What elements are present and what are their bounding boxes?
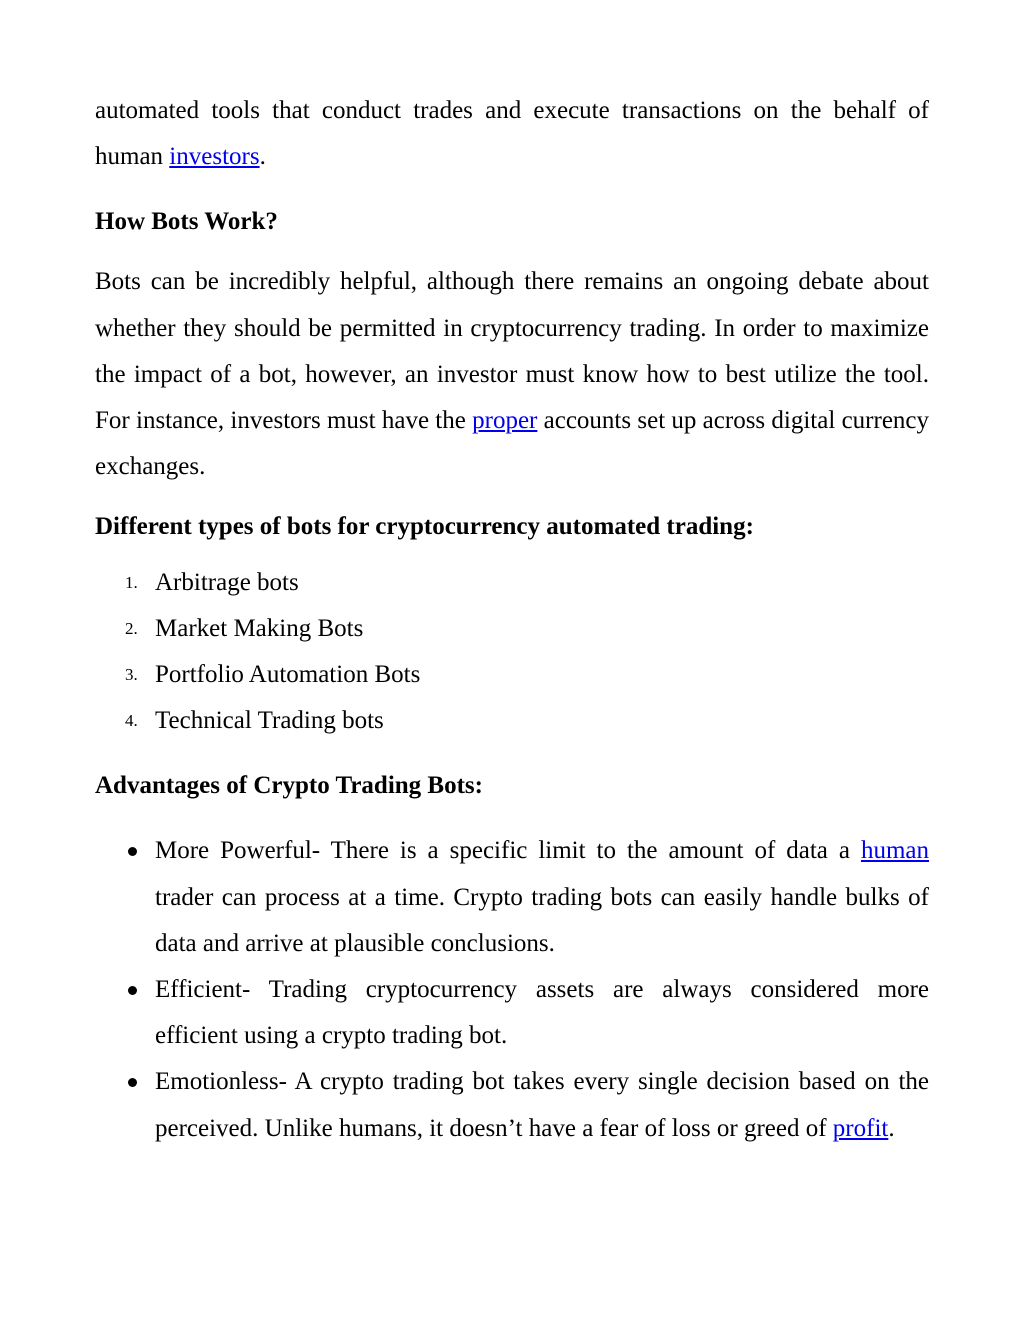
list-item [95, 698, 929, 744]
list-item [95, 560, 929, 606]
advantage-text-after: trader can process at a time. Crypto trading bots can easily handle bulks of data and arrive at plausible conclusions. [155, 883, 929, 957]
how-bots-work-text-before: Bots can be incredibly helpful, although there remains an ongoing debate about whether they should be permitted in cryptocurrency trading. In order to maximize the impact of a bot, however, an investor must know how to best utilize the tool. For instance, investors must have the [95, 268, 929, 435]
intro-paragraph [95, 88, 929, 180]
advantage-text-after: . [888, 1114, 895, 1142]
list-item-label: Portfolio Automation Bots [155, 661, 421, 689]
how-bots-work-text-after: accounts set up across digital currency exchanges. [95, 407, 930, 481]
proper-link[interactable]: proper [472, 407, 538, 435]
intro-text: automated tools that conduct trades and execute transactions on the behalf of human [95, 97, 929, 171]
list-item [95, 967, 929, 1059]
list-item [95, 606, 929, 652]
list-item [95, 1059, 929, 1151]
list-number: 3. [125, 665, 138, 685]
how-bots-work-heading: How Bots Work? [95, 208, 278, 236]
advantage-text-before: Emotionless- A crypto trading bot takes every single decision based on the perceived. Unlike humans, it doesn’t have a fear of loss or greed of [155, 1068, 929, 1142]
list-number: 2. [125, 619, 138, 639]
bullet-icon [128, 847, 137, 856]
advantages-list [95, 828, 929, 1151]
list-number: 4. [125, 711, 138, 731]
list-item [95, 652, 929, 698]
human-link[interactable]: human [860, 837, 929, 865]
bullet-icon [128, 986, 137, 995]
intro-end: . [259, 143, 266, 171]
list-item-label: Market Making Bots [155, 615, 364, 643]
document-page [95, 88, 929, 1152]
list-item [95, 828, 929, 967]
advantage-text-before: More Powerful- There is a specific limit to the amount of data a [155, 837, 861, 865]
how-bots-work-paragraph [95, 259, 929, 490]
bot-types-list [95, 560, 929, 744]
bot-types-heading: Different types of bots for cryptocurrency automated trading: [95, 513, 754, 541]
list-item-label: Technical Trading bots [155, 707, 384, 735]
investors-link[interactable]: investors [169, 143, 260, 171]
list-number: 1. [125, 573, 138, 593]
list-item-label: Arbitrage bots [155, 569, 299, 597]
advantages-heading: Advantages of Crypto Trading Bots: [95, 772, 483, 800]
bullet-icon [128, 1078, 137, 1087]
advantage-text: Efficient- Trading cryptocurrency assets are always considered more efficient using a crypto trading bot. [155, 976, 929, 1050]
profit-link[interactable]: profit [832, 1114, 889, 1142]
